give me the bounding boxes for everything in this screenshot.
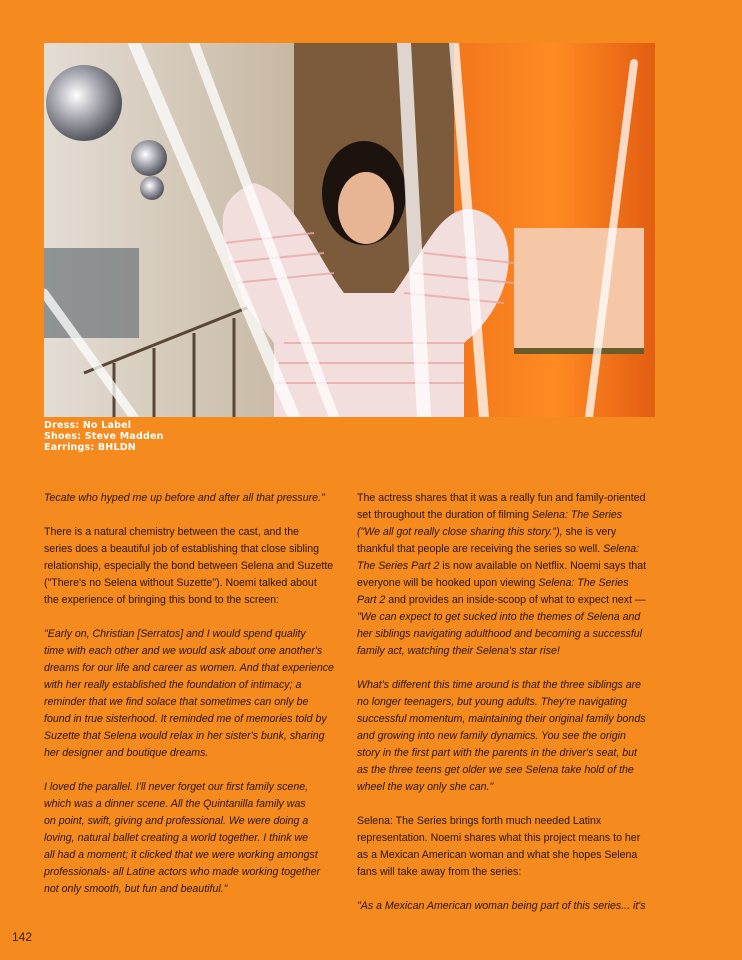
text-line: loving, natural ballet creating a world together. I think we xyxy=(44,832,309,844)
text-line xyxy=(357,507,657,524)
text-line: as the three teens get older we see Selena take hold of the xyxy=(357,764,634,776)
text-line: no longer teenagers, but young adults. They're navigating xyxy=(357,696,627,708)
right-column xyxy=(357,490,657,932)
text-line: wheel the way only she can." xyxy=(357,781,494,793)
right-paragraph-1 xyxy=(357,490,657,660)
credit-dress: Dress: No Label xyxy=(44,420,132,431)
text-line: time with each other and we would ask about one another's xyxy=(44,645,323,657)
left-paragraph-4 xyxy=(44,779,344,898)
text-span: she is very xyxy=(562,526,617,538)
text-line: and growing into new family dynamics. You see the origin xyxy=(357,730,626,742)
page-number: 142 xyxy=(12,930,33,944)
show-title: Selena: The Series xyxy=(531,509,623,521)
text-line xyxy=(357,524,657,541)
text-line: all had a moment; it clicked that we were working amongst xyxy=(44,849,318,861)
text-line: Suzette that Selena would relax in her sister's bunk, sharing xyxy=(44,730,325,742)
text-span: set throughout the duration of filming xyxy=(357,509,532,521)
left-column xyxy=(44,490,344,915)
right-paragraph-3 xyxy=(357,813,657,881)
text-line: ("There's no Selena without Suzette"). Noemi talked about xyxy=(44,577,317,589)
text-line: family act, watching their Selena's star rise! xyxy=(357,645,560,657)
text-line: dreams for our life and career as women. And that experience xyxy=(44,662,334,674)
credit-shoes: Shoes: Steve Madden xyxy=(44,431,164,442)
show-title: Selena: xyxy=(603,543,640,555)
text-line: successful momentum, maintaining their original family bonds xyxy=(357,713,646,725)
quote-span: ("We all got really close sharing this story."), xyxy=(357,526,563,538)
text-line: her designer and boutique dreams. xyxy=(44,747,209,759)
text-line: "Early on, Christian [Serratos] and I would spend quality xyxy=(44,628,306,640)
text-line: representation. Noemi shares what this project means to her xyxy=(357,832,641,844)
text-line: fans will take away from the series: xyxy=(357,866,522,878)
text-line: the experience of bringing this bond to the screen: xyxy=(44,594,279,606)
credit-earrings: Earrings: BHLDN xyxy=(44,442,136,453)
text-line: "We can expect to get sucked into the themes of Selena and xyxy=(357,611,641,623)
text-line: Tecate who hyped me up before and after all that pressure." xyxy=(44,492,325,504)
text-line: series does a beautiful job of establishing that close sibling xyxy=(44,543,320,555)
text-line: her siblings navigating adulthood and becoming a successful xyxy=(357,628,643,640)
text-span: thankful that people are receiving the series so well. xyxy=(357,543,604,555)
text-span: is now available on Netflix. Noemi says that xyxy=(439,560,647,572)
left-paragraph-3 xyxy=(44,626,344,762)
text-line: on point, swift, giving and professional. We were doing a xyxy=(44,815,309,827)
text-line xyxy=(357,575,657,592)
text-line: I loved the parallel. I'll never forget our first family scene, xyxy=(44,781,309,793)
text-line xyxy=(357,558,657,575)
text-line: The actress shares that it was a really fun and family-oriented xyxy=(357,492,646,504)
text-line: as a Mexican American woman and what she hopes Selena xyxy=(357,849,638,861)
text-line: There is a natural chemistry between the cast, and the xyxy=(44,526,299,538)
text-line: story in the first part with the parents in the driver's seat, but xyxy=(357,747,637,759)
right-paragraph-4 xyxy=(357,898,657,915)
text-line: professionals- all Latine actors who made working together xyxy=(44,866,321,878)
show-title: Part 2 xyxy=(357,594,386,606)
left-paragraph-2 xyxy=(44,524,344,609)
show-title: The Series Part 2 xyxy=(357,560,440,572)
right-paragraph-2 xyxy=(357,677,657,796)
text-line: which was a dinner scene. All the Quintanilla family was xyxy=(44,798,306,810)
show-title: Selena: The Series xyxy=(538,577,629,589)
text-line: "As a Mexican American woman being part of this series... it's xyxy=(357,900,646,912)
text-line: found in true sisterhood. It reminded me of memories told by xyxy=(44,713,327,725)
photo-credits xyxy=(44,420,164,453)
text-line: Selena: The Series brings forth much needed Latinx xyxy=(357,815,602,827)
text-line xyxy=(357,592,657,609)
text-span: everyone will be hooked upon viewing xyxy=(357,577,539,589)
text-line: with her really established the foundation of intimacy; a xyxy=(44,679,302,691)
left-paragraph-1 xyxy=(44,490,344,507)
text-span: and provides an inside-scoop of what to expect next — xyxy=(385,594,646,606)
text-line: reminder that we find solace that sometimes can only be xyxy=(44,696,309,708)
photo-illustration xyxy=(44,43,655,417)
text-line: relationship, especially the bond between Selena and Suzette xyxy=(44,560,334,572)
text-line xyxy=(357,541,657,558)
editorial-photo xyxy=(44,43,655,417)
text-line: not only smooth, but fun and beautiful." xyxy=(44,883,228,895)
text-line: What's different this time around is that the three siblings are xyxy=(357,679,642,691)
